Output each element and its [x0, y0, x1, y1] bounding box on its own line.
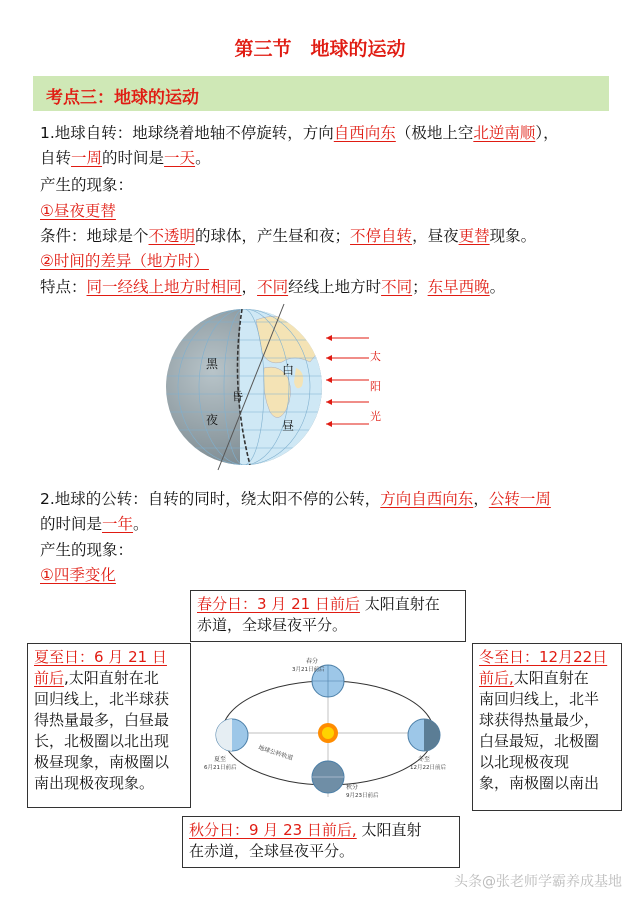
- section-title: 考点三：地球的运动: [46, 88, 199, 108]
- label-sun-2: 阳: [370, 380, 381, 393]
- globe-illustration: [164, 302, 404, 472]
- revolution-line-2: 的时间是一年。: [40, 515, 149, 533]
- revolution-line-1: 2.地球的公转：自转的同时，绕太阳不停的公转，方向自西向东，公转一周: [40, 490, 551, 508]
- earth-winter: [408, 719, 440, 751]
- section-header: [33, 76, 609, 111]
- condition-line: 条件：地球是个不透明的球体，产生昼和夜；不停自转，昼夜更替现象。: [40, 227, 537, 245]
- point-seasons: ①四季变化: [40, 566, 116, 584]
- watermark: 头条@张老师学霸养成基地: [454, 874, 622, 890]
- earth-autumn: [312, 761, 344, 793]
- earth-summer: [216, 719, 248, 751]
- label-sun-1: 太: [370, 350, 381, 363]
- orbit-path-label: 地球公转轨道: [257, 744, 294, 763]
- autumn-equinox-box: 秋分日：9 月 23 日前后, 太阳直射 在赤道，全球昼夜平分。: [182, 816, 460, 868]
- label-sun-3: 光: [370, 410, 381, 423]
- revolution-phenomenon: 产生的现象：: [40, 541, 134, 559]
- orbit-date-autumn: 9月23日前后: [346, 793, 379, 799]
- label-bai: 白: [282, 363, 295, 377]
- orbit-date-summer: 6月21日前后: [204, 765, 237, 771]
- orbit-label-spring: 春分: [306, 658, 319, 665]
- label-hei: 黑: [206, 357, 219, 371]
- page-title: 第三节 地球的运动: [234, 38, 406, 60]
- orbit-date-winter: 12月22日前后: [410, 765, 446, 771]
- orbit-label-winter: 冬至: [418, 756, 431, 763]
- feature-line: 特点：同一经线上地方时相同，不同经线上地方时不同；东早西晚。: [40, 278, 506, 296]
- label-zhou: 昼: [282, 419, 295, 433]
- label-ye: 夜: [206, 413, 219, 427]
- point-day-night: ①昼夜更替: [40, 202, 116, 220]
- orbit-diagram: [196, 655, 460, 810]
- summer-solstice-box: 夏至日：6 月 21 日 前后,太阳直射在北 回归线上，北半球获 得热量最多，白昼最 长，北极圈以北出现 极昼现象，南极圈以 南出现极夜现象。: [27, 643, 191, 808]
- orbit-label-summer: 夏至: [214, 756, 227, 763]
- orbit-date-spring: 3月21日前后: [292, 667, 325, 673]
- orbit-label-autumn: 秋分: [346, 784, 359, 791]
- label-hun: 昏: [232, 390, 243, 403]
- rotation-line-1: 1.地球自转：地球绕着地轴不停旋转，方向自西向东（极地上空北逆南顺），: [40, 124, 559, 142]
- winter-solstice-box: 冬至日：12月22日 前后,太阳直射在 南回归线上，北半 球获得热量最少， 白昼最短，北极圈 以北现极夜现 象，南极圈以南出: [472, 643, 622, 811]
- phenomenon-label: 产生的现象：: [40, 176, 134, 194]
- rotation-line-2: 自转一周的时间是一天。: [40, 149, 211, 167]
- spring-equinox-box: 春分日：3 月 21 日前后 太阳直射在 赤道，全球昼夜平分。: [190, 590, 466, 642]
- point-local-time: ②时间的差异（地方时）: [40, 252, 209, 270]
